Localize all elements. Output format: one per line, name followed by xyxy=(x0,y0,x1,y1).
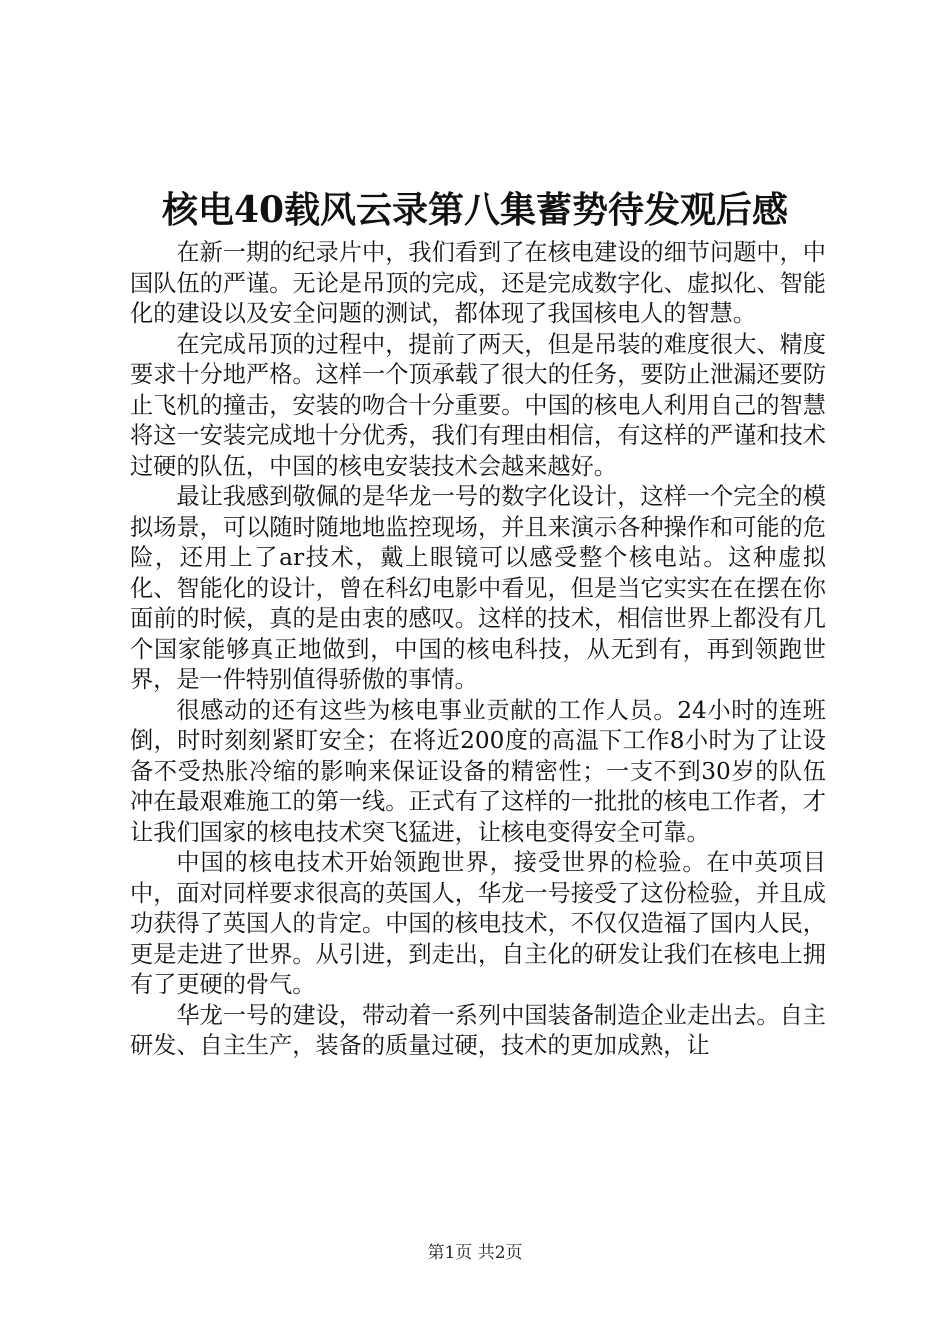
paragraph: 在新一期的纪录片中，我们看到了在核电建设的细节问题中，中国队伍的严谨。无论是吊顶的完成，还是完成数字化、虚拟化、智能化的建设以及安全问题的测试，都体现了我国核电人的智慧。 xyxy=(130,239,826,327)
document-title: 核电40载风云录第八集蓄势待发观后感 xyxy=(161,189,789,231)
paragraph: 华龙一号的建设，带动着一系列中国装备制造企业走出去。自主研发、自主生产，装备的质量过硬，技术的更加成熟，让 xyxy=(130,1001,826,1059)
page-number-footer: 第1页 共2页 xyxy=(427,1243,523,1263)
paragraph: 最让我感到敬佩的是华龙一号的数字化设计，这样一个完全的模拟场景，可以随时随地地监控现场，并且来演示各种操作和可能的危险，还用上了ar技术，戴上眼镜可以感受整个核电站。这种虚拟化、智能化的设计，曾在科幻电影中看见，但是当它实实在在摆在你面前的时候，真的是由衷的感叹。这样的技术，相信世界上都没有几个国家能够真正地做到，中国的核电科技，从无到有，再到领跑世界，是一件特别值得骄傲的事情。 xyxy=(130,483,826,693)
paragraph: 很感动的还有这些为核电事业贡献的工作人员。24小时的连班倒，时时刻刻紧盯安全；在将近200度的高温下工作8小时为了让设备不受热胀冷缩的影响来保证设备的精密性；一支不到30岁的队伍冲在最艰难施工的第一线。正式有了这样的一批批的核电工作者，才让我们国家的核电技术突飞猛进，让核电变得安全可靠。 xyxy=(130,696,826,846)
paragraph: 中国的核电技术开始领跑世界，接受世界的检验。在中英项目中，面对同样要求很高的英国人，华龙一号接受了这份检验，并且成功获得了英国人的肯定。中国的核电技术，不仅仅造福了国内人民，更是走进了世界。从引进，到走出，自主化的研发让我们在核电上拥有了更硬的骨气。 xyxy=(130,849,826,998)
paragraph: 在完成吊顶的过程中，提前了两天，但是吊装的难度很大、精度要求十分地严格。这样一个顶承载了很大的任务，要防止泄漏还要防止飞机的撞击，安装的吻合十分重要。中国的核电人利用自己的智慧将这一安装完成地十分优秀，我们有理由相信，有这样的严谨和技术过硬的队伍，中国的核电安装技术会越来越好。 xyxy=(130,330,826,480)
document-body xyxy=(130,238,826,1062)
